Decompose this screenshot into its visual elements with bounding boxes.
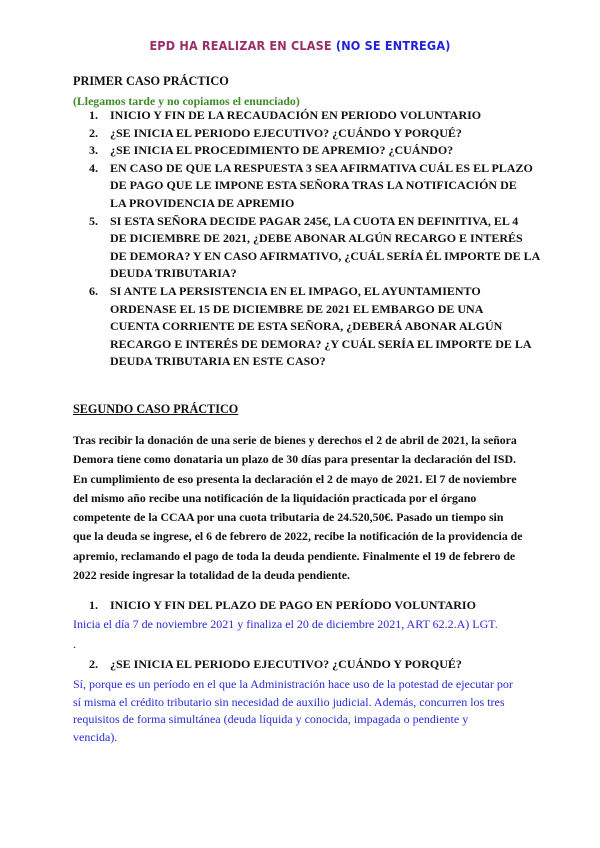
question-number: 3. <box>89 143 98 158</box>
statement-line: apremio, reclamando el pago de toda la deuda pendiente. Finalmente el 19 de febrero de <box>73 548 516 563</box>
question-number: 6. <box>89 283 98 298</box>
statement-line: Demora tiene como donataria un plazo de 30 días para presentar la declaración del ISD. <box>73 452 516 467</box>
question-line: DE PAGO QUE LE IMPONE ESTA SEÑORA TRAS LA NOTIFICACIÓN DE <box>110 178 517 193</box>
question-line: DEUDA TRIBUTARIA EN ESTE CASO? <box>110 354 326 369</box>
answer-line: requisitos de forma simultánea (deuda líquida y conocida, impagada o pendiente y <box>73 712 469 727</box>
question-number: 2. <box>89 657 98 671</box>
question-line: DEUDA TRIBUTARIA? <box>110 266 237 281</box>
statement-line: del mismo año recibe una notificación de la liquidación practicada por el órgano <box>73 490 477 505</box>
question-line: LA PROVIDENCIA DE APREMIO <box>110 195 295 210</box>
question-line: DE DEMORA? Y EN CASO AFIRMATIVO, ¿CUÁL SERÍA ÉL IMPORTE DE LA <box>110 248 541 263</box>
question-text: ¿SE INICIA EL PERIODO EJECUTIVO? ¿CUÁNDO Y PORQUÉ? <box>110 657 462 671</box>
stray-dot: . <box>73 637 76 651</box>
statement-line: que la deuda se ingrese, el 6 de febrero de 2022, recibe la notificación de la providencia de <box>73 529 523 544</box>
statement-line: Tras recibir la donación de una serie de bienes y derechos el 2 de abril de 2021, la señora <box>73 433 517 447</box>
case2-heading: SEGUNDO CASO PRÁCTICO <box>73 402 239 416</box>
question-text: INICIO Y FIN DEL PLAZO DE PAGO EN PERÍODO VOLUNTARIO <box>110 598 476 612</box>
question-number: 5. <box>89 213 98 228</box>
question-line: CUENTA CORRIENTE DE ESTA SEÑORA, ¿DEBERÁ ABONAR ALGÚN <box>110 319 503 334</box>
case1-question-list <box>73 107 543 371</box>
question-number: 1. <box>89 598 98 612</box>
case2-statement <box>73 431 533 585</box>
question-line: INICIO Y FIN DE LA RECAUDACIÓN EN PERIODO VOLUNTARIO <box>110 108 482 122</box>
case2-answer-2 <box>73 676 543 746</box>
question-line: SI ESTA SEÑORA DECIDE PAGAR 245€, LA CUOTA EN DEFINITIVA, EL 4 <box>110 213 519 228</box>
case1-subheading: (Llegamos tarde y no copiamos el enunciado) <box>73 94 300 108</box>
title-main: EPD HA REALIZAR EN CLASE <box>149 38 336 53</box>
document-title <box>30 38 570 53</box>
statement-line: En cumplimiento de eso presenta la declaración el 2 de mayo de 2021. El 7 de noviembre <box>73 471 517 486</box>
case1-heading: PRIMER CASO PRÁCTICO <box>73 74 229 88</box>
question-item <box>73 107 543 125</box>
question-item <box>73 125 543 143</box>
question-item <box>73 142 543 160</box>
question-line: RECARGO E INTERÉS DE DEMORA? ¿Y CUÁL SERÍA EL IMPORTE DE LA <box>110 336 532 351</box>
case2-question-1 <box>73 598 543 613</box>
question-item <box>73 160 543 213</box>
case2-question-2 <box>73 657 462 672</box>
question-item <box>73 283 543 371</box>
question-line: DE DICIEMBRE DE 2021, ¿DEBE ABONAR ALGÚN RECARGO E INTERÉS <box>110 231 523 246</box>
question-line: ORDENASE EL 15 DE DICIEMBRE DE 2021 EL EMBARGO DE UNA <box>110 301 484 316</box>
question-number: 2. <box>89 125 98 140</box>
question-line: EN CASO DE QUE LA RESPUESTA 3 SEA AFIRMATIVA CUÁL ES EL PLAZO <box>110 160 533 175</box>
question-line: ¿SE INICIA EL PROCEDIMIENTO DE APREMIO? ¿CUÁNDO? <box>110 143 454 158</box>
title-note: (NO SE ENTREGA) <box>335 38 451 53</box>
statement-line: competente de la CCAA por una cuota tributaria de 24.520,50€. Pasado un tiempo sin <box>73 510 504 525</box>
question-number: 1. <box>89 108 98 122</box>
question-number: 4. <box>89 160 98 175</box>
answer-line: sí misma el crédito tributario sin necesidad de auxilio judicial. Además, concurren los tres <box>73 694 505 709</box>
question-line: SI ANTE LA PERSISTENCIA EN EL IMPAGO, EL AYUNTAMIENTO <box>110 283 481 298</box>
statement-line: 2022 reside ingresar la totalidad de la deuda pendiente. <box>73 568 350 583</box>
answer-line: Sí, porque es un período en el que la Administración hace uso de la potestad de ejecutar por <box>73 677 513 691</box>
answer-line: vencida). <box>73 729 118 744</box>
question-item <box>73 213 543 283</box>
question-line: ¿SE INICIA EL PERIODO EJECUTIVO? ¿CUÁNDO Y PORQUÉ? <box>110 125 462 140</box>
case2-answer-1: Inicia el día 7 de noviembre 2021 y finaliza el 20 de diciembre 2021, ART 62.2.A) LGT. <box>73 617 498 631</box>
